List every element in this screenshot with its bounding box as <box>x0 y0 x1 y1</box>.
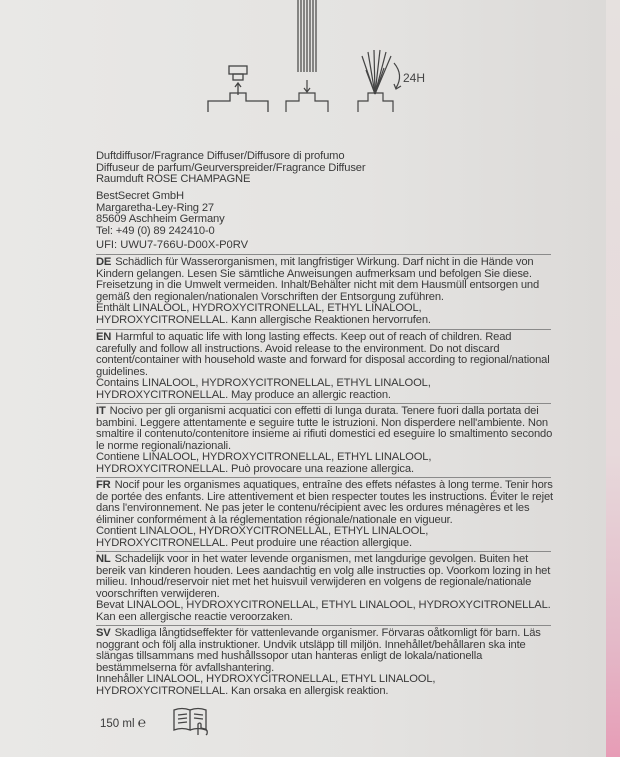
warning-section-fr <box>96 477 551 549</box>
warning-text: Schädlich für Wasserorganismen, mit langfristiger Wirkung. Darf nicht in die Hände von <box>115 256 534 268</box>
warning-line: Contient LINALOOL, HYDROXYCITRONELLAL, ETHYL LINALOOL, <box>96 525 429 537</box>
warning-line: bambini. Leggere attentamente e seguire tutte le istruzioni. Non disperdere nell'ambiente. Non <box>96 416 548 429</box>
warning-line: Innehåller LINALOOL, HYDROXYCITRONELLAL, ETHYL LINALOOL, <box>96 673 436 685</box>
cap-removal-icon <box>208 66 268 112</box>
insert-reeds-icon <box>286 0 328 112</box>
footer <box>100 714 146 730</box>
title-line: Diffuseur de parfum/Geurverspreider/Fragrance Diffuser <box>96 161 366 174</box>
warning-first-line <box>96 403 551 418</box>
warning-text: Nocif pour les organismes aquatiques, entraîne des effets néfastes à long terme. Tenir hors <box>114 479 553 491</box>
warning-line: content/container with household waste and forward for disposal according to regional/national <box>96 354 550 366</box>
warning-line: HYDROXYCITRONELLAL. Kan orsaka en allergisk reaktion. <box>96 684 389 697</box>
warning-line: éliminer conformément à la réglementation régionale/nationale en vigueur. <box>96 513 453 526</box>
warning-line: HYDROXYCITRONELLAL. May produce an allergic reaction. <box>96 388 391 401</box>
warning-line: milieu. Inhoud/reservoir niet met het huisvuil verwijderen en volgens de regionale/nationale <box>96 576 532 588</box>
read-instructions-icon <box>172 704 210 736</box>
manufacturer-address <box>96 191 551 237</box>
title-line: Raumduft ROSE CHAMPAGNE <box>96 173 251 185</box>
language-code: FR <box>96 479 111 491</box>
warning-line: HYDROXYCITRONELLAL. Può provocare una reazione allergica. <box>96 462 414 475</box>
title-line: Duftdiffusor/Fragrance Diffuser/Diffusore di profumo <box>96 150 345 162</box>
warning-text: Skadliga långtidseffekter för vattenlevande organismer. Förvaras oåtkomligt för barn. Läs <box>114 627 541 639</box>
warning-first-line <box>96 329 551 344</box>
warning-first-line <box>96 625 551 640</box>
warning-line: noggrant och följ alla instruktioner. Undvik utsläpp till miljön. Innehållet/behållaren ska inte <box>96 638 526 651</box>
warning-line: Contiene LINALOOL, HYDROXYCITRONELLAL, ETHYL LINALOOL, <box>96 451 432 463</box>
estimated-mark: ℮ <box>137 714 147 730</box>
language-code: SV <box>96 627 111 639</box>
warning-line: HYDROXYCITRONELLAL. Kann allergische Reaktionen hervorrufen. <box>96 313 431 326</box>
address-line: BestSecret GmbH <box>96 190 184 202</box>
address-line: 85609 Aschheim Germany <box>96 213 225 225</box>
warning-line: le norme regionali/nazionali. <box>96 439 231 452</box>
warning-line: Contains LINALOOL, HYDROXYCITRONELLAL, ETHYL LINALOOL, <box>96 377 431 389</box>
diffuser-24h-icon <box>358 50 401 112</box>
warning-line: carefully and follow all instructions. Avoid release to the environment. Do not discard <box>96 342 500 355</box>
warning-line: voorschriften verwijderen. <box>96 587 220 600</box>
warning-line: bereik van kinderen houden. Lees aandachtig en volg alle instructies op. Voorkom lozing in het <box>96 564 551 577</box>
product-title <box>96 151 551 186</box>
warning-first-line <box>96 254 551 269</box>
warning-first-line <box>96 477 551 492</box>
language-code: DE <box>96 256 112 268</box>
warning-line: dans l'environnement. Ne pas jeter le contenu/récipient avec les ordures ménagères et les <box>96 502 530 514</box>
warning-line: smaltire il contenuto/contenitore insieme ai rifiuti domestici ed eseguire lo smaltimento secondo <box>96 428 553 440</box>
volume-label: 150 ml <box>100 718 135 730</box>
warning-line: HYDROXYCITRONELLAL. Peut produire une réaction allergique. <box>96 536 412 549</box>
address-line: Margaretha-Ley-Ring 27 <box>96 201 214 214</box>
warning-line: guidelines. <box>96 365 148 378</box>
warning-line: slängas tillsammans med hushållssopor utan hanteras enligt de lokala/nationella <box>96 650 483 662</box>
warning-section-nl <box>96 551 551 623</box>
warning-section-de <box>96 254 551 326</box>
warning-line: Freisetzung in die Umwelt vermeiden. Inhalt/Behälter nicht mit dem Hausmüll entsorgen und <box>96 279 540 291</box>
language-code: EN <box>96 331 112 343</box>
warning-text: Nocivo per gli organismi acquatici con effetti di lunga durata. Tenere fuori dalla portata dei <box>109 405 539 417</box>
warning-line: de portée des enfants. Lire attentivement et bien respecter toutes les instructions. Éviter le rejet <box>96 490 553 503</box>
ufi-code: UFI: UWU7-766U-D00X-P0RV <box>96 239 249 251</box>
language-code: IT <box>96 405 106 417</box>
warning-text: Schadelijk voor in het water levende organismen, met langdurige gevolgen. Buiten het <box>114 553 529 565</box>
duration-label: 24H <box>403 71 426 85</box>
warning-line: gemäß den regionalen/nationalen Vorschriften der Entsorgung zuführen. <box>96 290 444 303</box>
warning-section-sv <box>96 625 551 697</box>
warning-line: Kan een allergische reactie veroorzaken. <box>96 610 293 623</box>
warning-first-line <box>96 551 551 566</box>
warning-line: bestämmelserna för avfallshantering. <box>96 661 275 674</box>
warning-section-it <box>96 403 551 475</box>
warning-line: Kindern gelangen. Lesen Sie sämtliche Anweisungen aufmerksam und befolgen Sie diese. <box>96 267 532 280</box>
warning-section-en <box>96 329 551 401</box>
warning-line: Bevat LINALOOL, HYDROXYCITRONELLAL, ETHYL LINALOOL, HYDROXYCITRONELLAL. <box>96 599 551 611</box>
warning-line: Enthält LINALOOL, HYDROXYCITRONELLAL, ETHYL LINALOOL, <box>96 302 422 314</box>
address-line: Tel: +49 (0) 89 242410-0 <box>96 224 215 237</box>
language-code: NL <box>96 553 111 565</box>
warning-text: Harmful to aquatic life with long lasting effects. Keep out of reach of children. Read <box>115 331 512 343</box>
